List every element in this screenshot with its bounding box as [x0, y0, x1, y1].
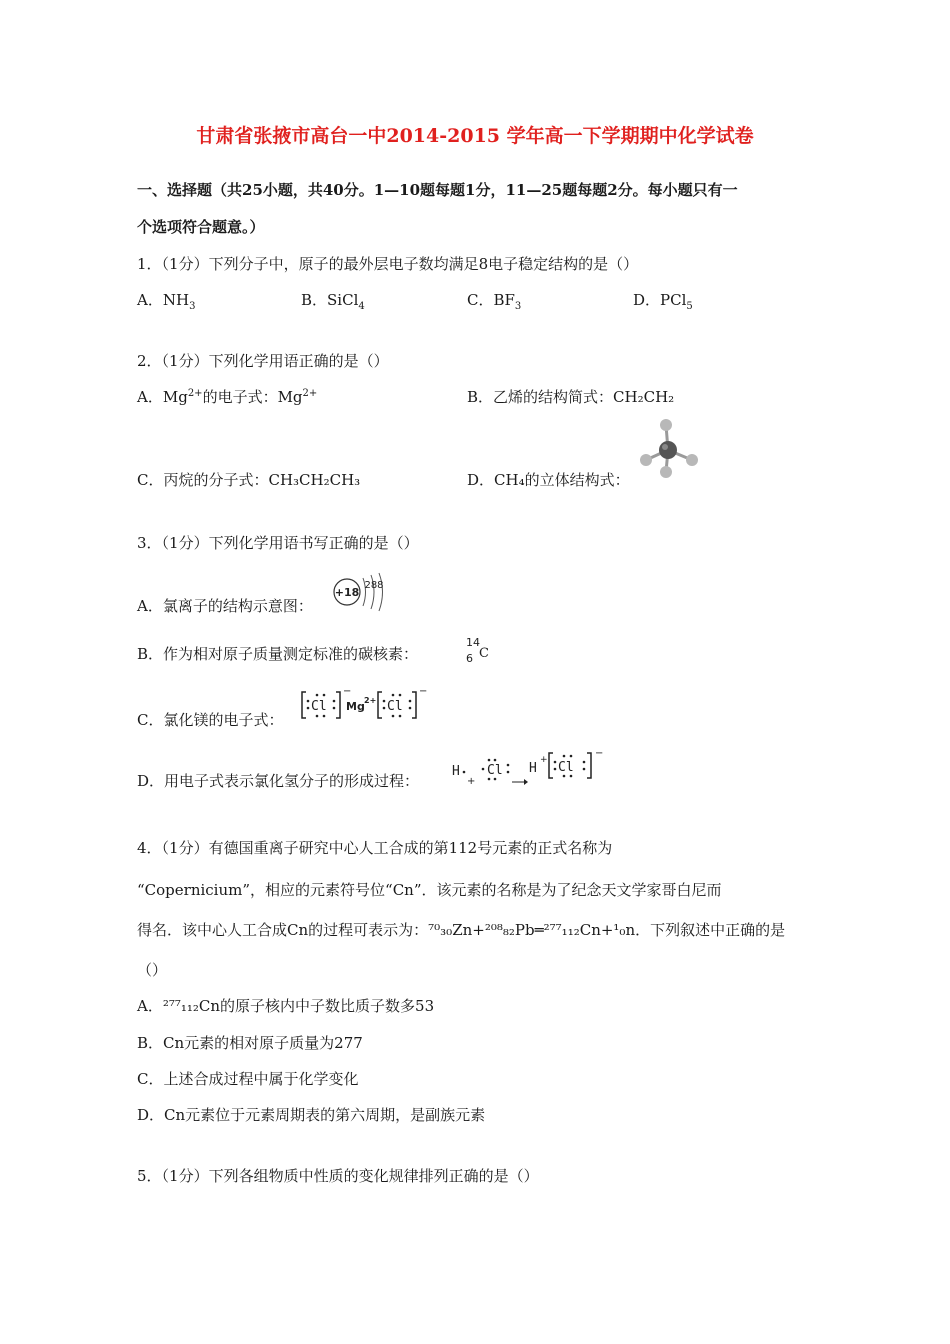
q2-option-a: A．$Mg^{2+}$的电子式：$Mg^{2+}$ [137, 388, 318, 406]
q4-stem-line2: “Copernicium”，相应的元素符号位“Cn”．该元素的名称是为了纪念天文学家哥白尼而 [137, 881, 722, 899]
q2-stem: 2．（1分）下列化学用语正确的是（） [137, 352, 389, 370]
q1-stem: 1．（1分）下列分子中，原子的最外层电子数均满足8电子稳定结构的是（） [137, 255, 639, 273]
q1-option-d: D．PCl$_5$ [633, 291, 693, 312]
q4-stem-line1: 4．（1分）有德国重离子研究中心人工合成的第112号元素的正式名称为 [137, 839, 613, 857]
element-symbol: C [479, 646, 489, 661]
svg-text:H: H [529, 761, 537, 776]
chloride-shell-label: 288 [364, 580, 384, 591]
q4-stem-line4: （） [137, 961, 168, 979]
svg-text:Mg: Mg [346, 700, 365, 713]
svg-text:H: H [452, 764, 460, 779]
chloride-nucleus-label: +18 [334, 586, 360, 599]
svg-text:+: + [540, 755, 548, 765]
carbon-14-nuclide-symbol [462, 634, 492, 670]
svg-text:2+: 2+ [364, 696, 377, 705]
mass-number: 14 [466, 636, 480, 649]
q2-option-b: B．乙烯的结构简式：CH₂CH₂ [467, 388, 675, 406]
q3-option-a: A．氯离子的结构示意图： [137, 597, 313, 615]
hcl-formation-process [450, 748, 610, 788]
svg-text:+: + [467, 776, 476, 787]
q3-stem: 3．（1分）下列化学用语书写正确的是（） [137, 534, 419, 552]
atomic-number: 6 [466, 652, 473, 665]
svg-text:−: − [595, 748, 604, 759]
q3-option-b: B．作为相对原子质量测定标准的碳核素： [137, 645, 419, 663]
section-heading-line2: 个选项符合题意。） [137, 218, 265, 236]
svg-text:Cl: Cl [387, 699, 403, 714]
q1-option-b: B．SiCl$_4$ [301, 291, 365, 312]
q4-stem-line3: 得名．该中心人工合成Cn的过程可表示为：⁷⁰₃₀Zn+²⁰⁸₈₂Pb═²⁷⁷₁₁₂Cn+¹₀n．下列叙述中正确的是 [137, 921, 786, 939]
q4-option-c: C．上述合成过程中属于化学变化 [137, 1070, 359, 1088]
q1-option-a: A．$NH_3$ [137, 291, 196, 312]
q3-option-c: C．氯化镁的电子式： [137, 711, 284, 729]
q5-stem: 5．（1分）下列各组物质中性质的变化规律排列正确的是（） [137, 1167, 539, 1185]
mgcl2-electron-formula [300, 688, 430, 722]
q2-option-c: C．丙烷的分子式：CH₃CH₂CH₃ [137, 471, 361, 489]
svg-text:Cl: Cl [558, 760, 574, 775]
svg-text:Cl: Cl [311, 699, 327, 714]
q4-option-a: A．²⁷⁷₁₁₂Cn的原子核内中子数比质子数多53 [137, 997, 435, 1015]
chloride-ion-structure-diagram [330, 570, 390, 614]
q3-option-d: D．用电子式表示氯化氢分子的形成过程： [137, 772, 420, 790]
page-title: 甘肃省张掖市高台一中2014-2015 学年高一下学期期中化学试卷 [196, 125, 754, 147]
q1-option-c: C．$BF_3$ [467, 291, 522, 312]
svg-text:Cl: Cl [487, 763, 503, 778]
svg-text:−: − [419, 688, 428, 697]
q4-option-d: D．Cn元素位于元素周期表的第六周期，是副族元素 [137, 1106, 486, 1124]
ch4-model-figure [636, 418, 704, 482]
q2-option-d: D．CH₄的立体结构式： [467, 471, 630, 489]
section-heading-line1: 一、选择题（共25小题，共40分。1—10题每题1分，11—25题每题2分。每小题只有一 [137, 181, 738, 199]
q4-option-b: B．Cn元素的相对原子质量为277 [137, 1034, 363, 1052]
svg-text:−: − [343, 688, 352, 697]
